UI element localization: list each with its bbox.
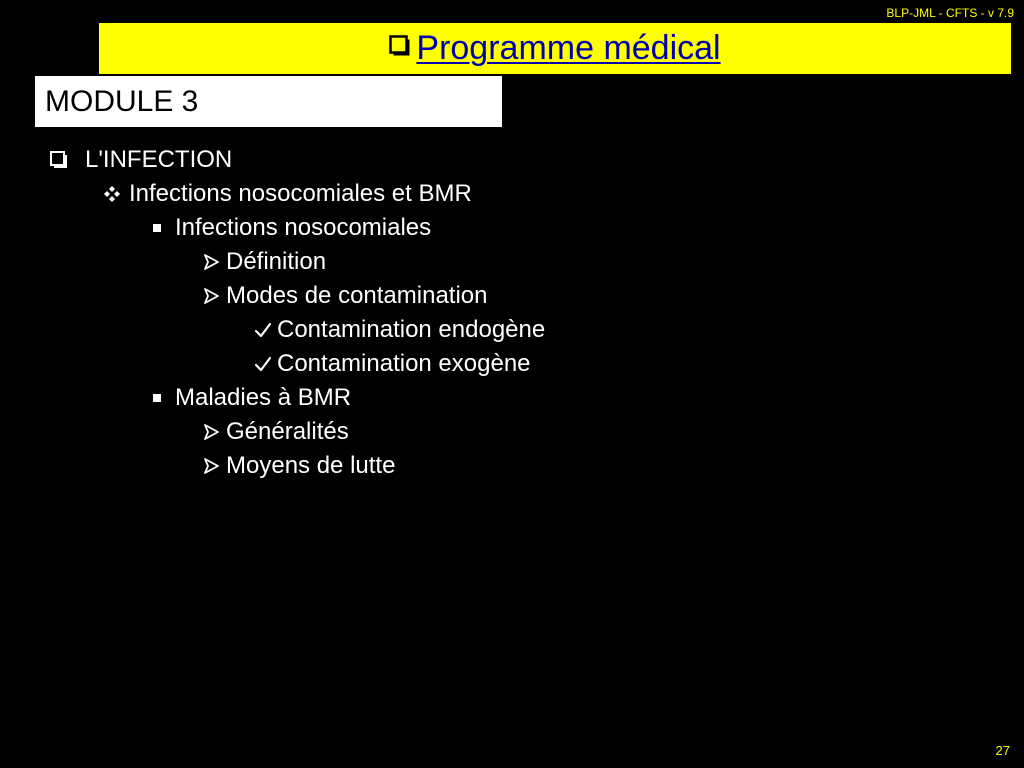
list-item <box>102 177 472 211</box>
shadowed-square-bullet-icon <box>49 151 69 169</box>
arrowhead-bullet-icon <box>201 457 221 475</box>
version-label: BLP-JML - CFTS - v 7.9 <box>886 6 1014 20</box>
list-item <box>201 245 326 279</box>
small-square-bullet-icon <box>151 223 163 233</box>
list-item-label: Généralités <box>226 418 349 445</box>
module-label-box <box>35 76 502 127</box>
arrowhead-bullet-icon <box>201 423 221 441</box>
list-item-label: Infections nosocomiales <box>175 214 432 241</box>
four-diamond-bullet-icon <box>102 185 122 203</box>
list-item <box>49 143 232 177</box>
list-item <box>201 279 488 313</box>
list-item-label: Modes de contamination <box>226 282 488 309</box>
module-label: MODULE 3 <box>45 85 199 118</box>
slide-title <box>99 27 1011 69</box>
title-bar <box>99 23 1011 74</box>
list-item <box>253 313 545 347</box>
slide-number: 27 <box>995 743 1010 758</box>
list-item-label: Contamination exogène <box>277 350 531 377</box>
small-square-bullet-icon <box>151 393 163 403</box>
list-item-label: Infections nosocomiales et BMR <box>129 180 472 207</box>
list-item-label: Contamination endogène <box>277 316 546 343</box>
checkmark-bullet-icon <box>253 355 273 373</box>
shadowed-square-bullet-icon <box>389 27 413 51</box>
list-item-label: L'INFECTION <box>85 146 233 173</box>
list-item <box>253 347 531 381</box>
list-item <box>201 415 349 449</box>
list-item-label: Définition <box>226 248 327 275</box>
list-item-label: Maladies à BMR <box>175 384 352 411</box>
arrowhead-bullet-icon <box>201 287 221 305</box>
title-text: Programme médical <box>416 29 721 67</box>
checkmark-bullet-icon <box>253 321 273 339</box>
arrowhead-bullet-icon <box>201 253 221 271</box>
list-item <box>151 211 431 245</box>
list-item-label: Moyens de lutte <box>226 452 396 479</box>
list-item <box>151 381 351 415</box>
list-item <box>201 449 395 483</box>
